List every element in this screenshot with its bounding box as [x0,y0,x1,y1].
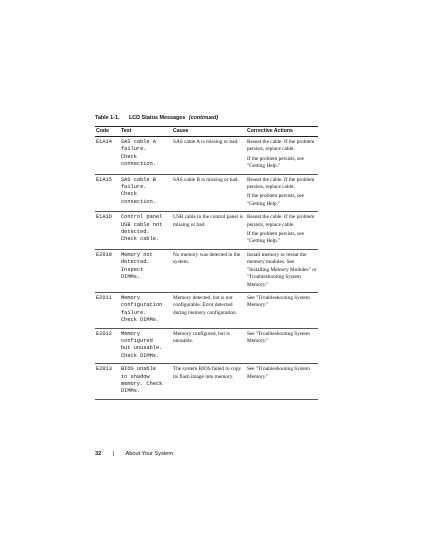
cause-cell: No memory was detected in the system. [172,249,246,292]
code-cell: E1A15 [95,174,120,212]
corrective-actions-cell [246,328,318,364]
table-row [95,249,318,292]
message-text-cell: Memory configuration failure. Check DIMMs. [120,292,172,328]
column-header-actions: Corrective Actions [246,127,318,137]
corrective-actions-cell [246,292,318,328]
corrective-action-text: If the problem persists, see "Getting Help." [247,155,304,170]
message-text-cell: Memory not detected. Inspect DIMMs. [120,249,172,292]
table-row [95,292,318,328]
code-cell: E1A14 [95,137,120,175]
cause-cell: SAS cable B is missing or bad. [172,174,246,212]
table-row [95,212,318,250]
table-caption-title: LCD Status Messages [128,115,186,121]
corrective-actions-cell [246,364,318,400]
corrective-action-text: If the problem persists, see "Getting Help." [247,193,304,207]
code-cell: E2010 [95,249,120,292]
column-header-code: Code [95,127,120,137]
table-row [95,137,318,175]
corrective-action-text: Reseat the cable. If the problem persists, replace cable. [247,214,315,228]
corrective-action-text: See "Troubleshooting System Memory." [247,366,310,380]
footer-section-title: About Your System [125,451,174,457]
table-caption-continued: (continued) [188,115,219,121]
table-caption-label: Table 1-1. [95,115,120,121]
code-cell: E2011 [95,292,120,328]
table-row [95,174,318,212]
cause-cell: USB cable to the control panel is missing or bad. [172,212,246,250]
message-text-cell: Control panel USB cable not detected. Check cable. [120,212,172,250]
column-header-cause: Cause [172,127,246,137]
message-text-cell: SAS cable B failure. Check connection. [120,174,172,212]
message-text-cell: BIOS unable to shadow memory. Check DIMMs. [120,364,172,400]
table-header-row [95,127,318,137]
corrective-action-text: Reseat the cable. If the problem persists, replace cable. [247,139,315,153]
table-row [95,328,318,364]
lcd-status-table [95,126,318,400]
cause-cell: Memory detected, but is not configurable. Error detected during memory configuration. [172,292,246,328]
page-number: 32 [95,451,102,457]
footer-separator: | [112,451,115,457]
code-cell: E1A1D [95,212,120,250]
table-row [95,364,318,400]
corrective-action-text: Install memory or reseat the memory modules. See "Installing Memory Modules" or "Troubleshooting System Memory." [247,251,317,288]
corrective-action-text: Reseat the cable. If the problem persists, replace cable. [247,176,315,191]
cause-cell: SAS cable A is missing or bad. [172,137,246,175]
corrective-actions-cell [246,249,318,292]
corrective-actions-cell [246,137,318,175]
table-caption [95,115,218,121]
message-text-cell: Memory configured but unusable. Check DIMMs. [120,328,172,364]
cause-cell: The system BIOS failed to copy its flash image into memory. [172,364,246,400]
corrective-action-text: If the problem persists, see "Getting Help." [247,231,304,245]
corrective-action-text: See "Troubleshooting System Memory." [247,294,310,309]
corrective-action-text: See "Troubleshooting System Memory." [247,330,310,344]
message-text-cell: SAS cable A failure. Check connection. [120,137,172,175]
code-cell: E2013 [95,364,120,400]
corrective-actions-cell [246,212,318,250]
cause-cell: Memory configured, but is unusable. [172,328,246,364]
code-cell: E2012 [95,328,120,364]
column-header-text: Text [120,127,172,137]
page-footer [95,451,173,457]
corrective-actions-cell [246,174,318,212]
table-body [95,137,318,400]
